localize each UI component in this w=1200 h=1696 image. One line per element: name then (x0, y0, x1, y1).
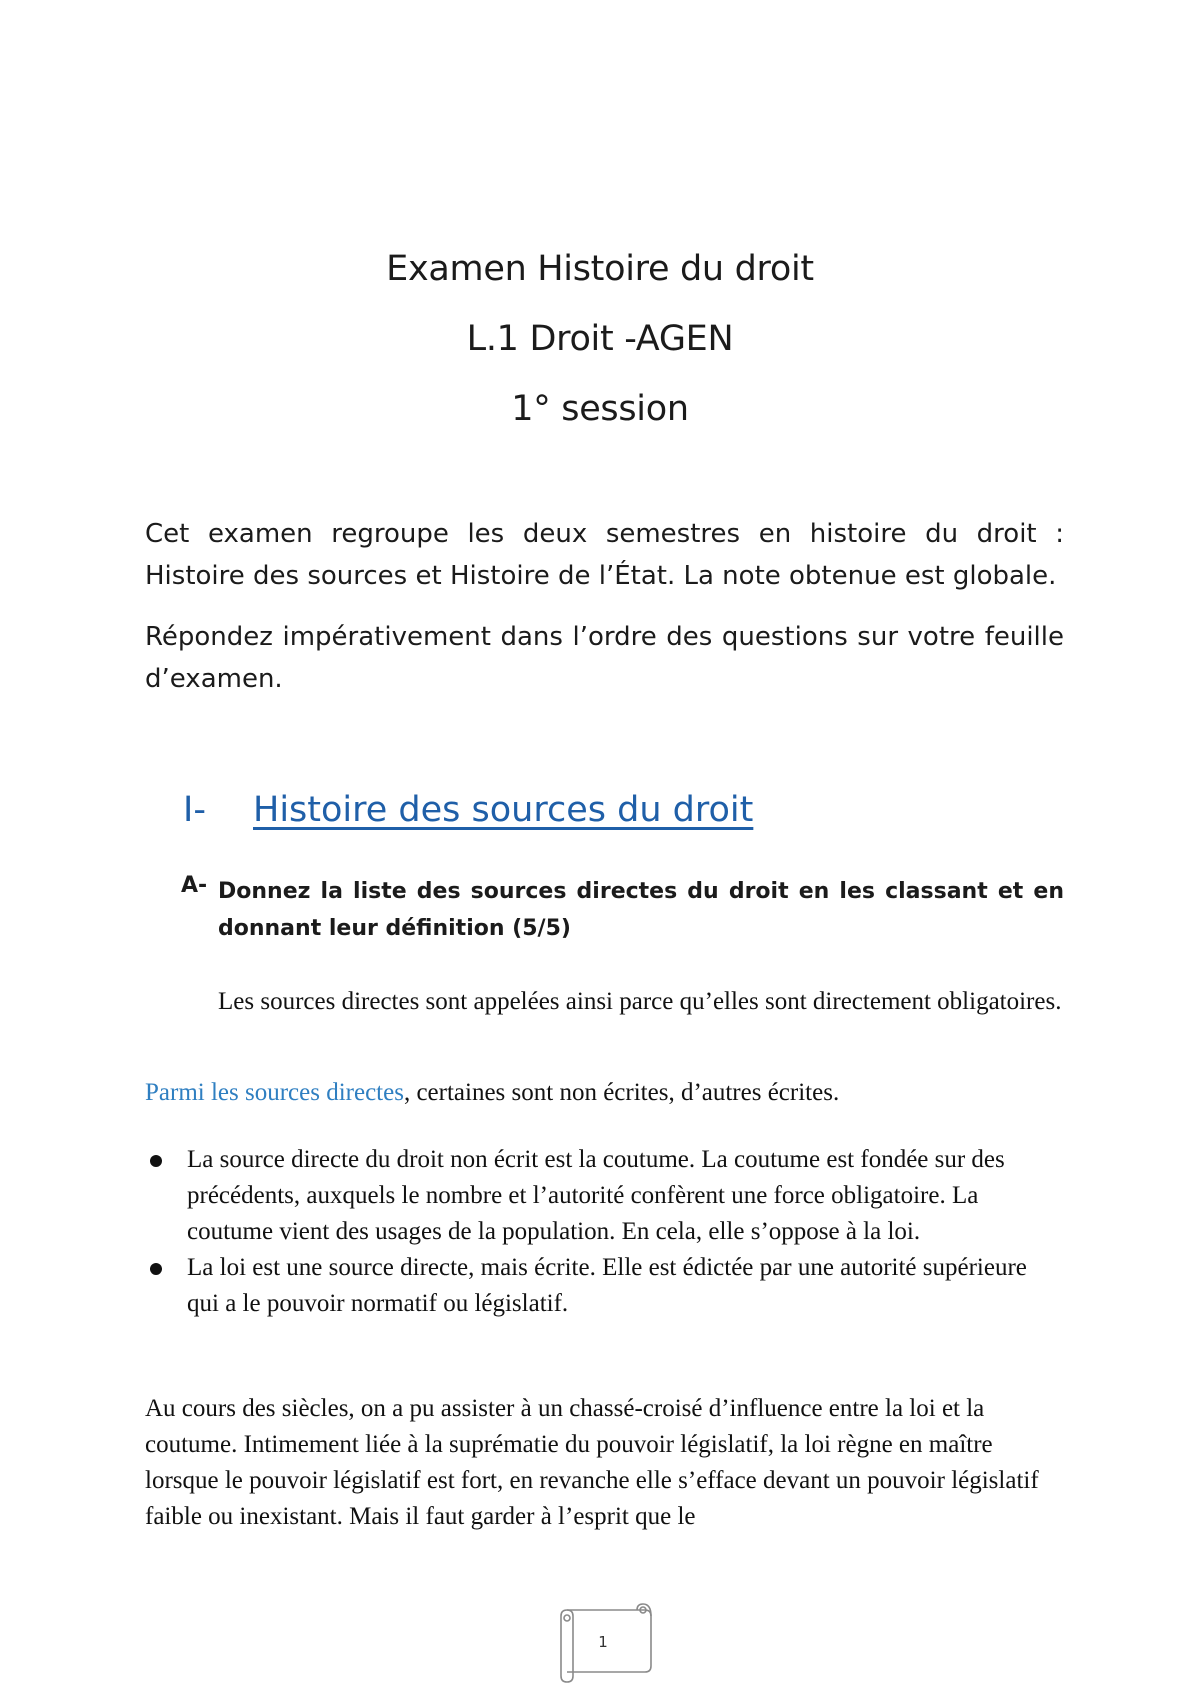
paragraph-parmi-rest: , certaines sont non écrites, d’autres écrites. (403, 1079, 840, 1106)
intro-paragraph-1 (145, 513, 1064, 597)
list-item-text: La loi est une source directe, mais écrite. Elle est édictée par une autorité supérieure qui a le pouvoir normatif ou législatif. (187, 1254, 1027, 1317)
intro-text-1: Cet examen regroupe les deux semestres en histoire du droit : Histoire des sources et Histoire de l’État. La note obtenue est globale. (145, 519, 1064, 591)
list-item-text: La source directe du droit non écrit est la coutume. La coutume est fondée sur des précédents, auxquels le nombre et l’autorité confèrent une force obligatoire. La coutume vient des usages de la population. En cela, elle s’oppose à la loi. (187, 1146, 1005, 1245)
list-item (145, 1142, 1047, 1250)
paragraph-siecles: Au cours des siècles, on a pu assister à un chassé-croisé d’influence entre la loi et la coutume. Intimement liée à la suprématie du pouvoir législatif, la loi règne en maître lorsque le pouvoir législatif est fort, en revanche elle s’efface devant un pouvoir législatif faible ou inexistant. Mais il faut garder à l’esprit que le (145, 1395, 1039, 1530)
section-number: I- (183, 790, 206, 830)
bullet-icon (150, 1263, 162, 1275)
bullet-list (145, 1142, 1064, 1322)
intro-text-2: Répondez impérativement dans l’ordre des questions sur votre feuille d’examen. (145, 622, 1064, 694)
intro-paragraph-2 (145, 616, 1064, 700)
question-a (181, 873, 1064, 947)
exam-title: Examen Histoire du droit (386, 249, 814, 289)
list-item (145, 1250, 1047, 1322)
section-heading (183, 790, 753, 830)
exam-session: 1° session (511, 389, 689, 429)
highlighted-phrase: Parmi les sources directes (145, 1079, 404, 1106)
question-number: A- (181, 873, 208, 898)
question-text: Donnez la liste des sources directes du droit en les classant et en donnant leur définition (5/5) (218, 879, 1064, 941)
bullet-icon (150, 1155, 162, 1167)
page-footer (547, 1596, 659, 1686)
paragraph-parmi (145, 1075, 1064, 1111)
page-number: 1 (598, 1633, 608, 1651)
paragraph-sources-directes: Les sources directes sont appelées ainsi parce qu’elles sont directement obligatoires. (218, 988, 1062, 1015)
section-title: Histoire des sources du droit (253, 790, 754, 830)
exam-course: L.1 Droit -AGEN (466, 319, 734, 359)
title-block (0, 234, 1200, 444)
